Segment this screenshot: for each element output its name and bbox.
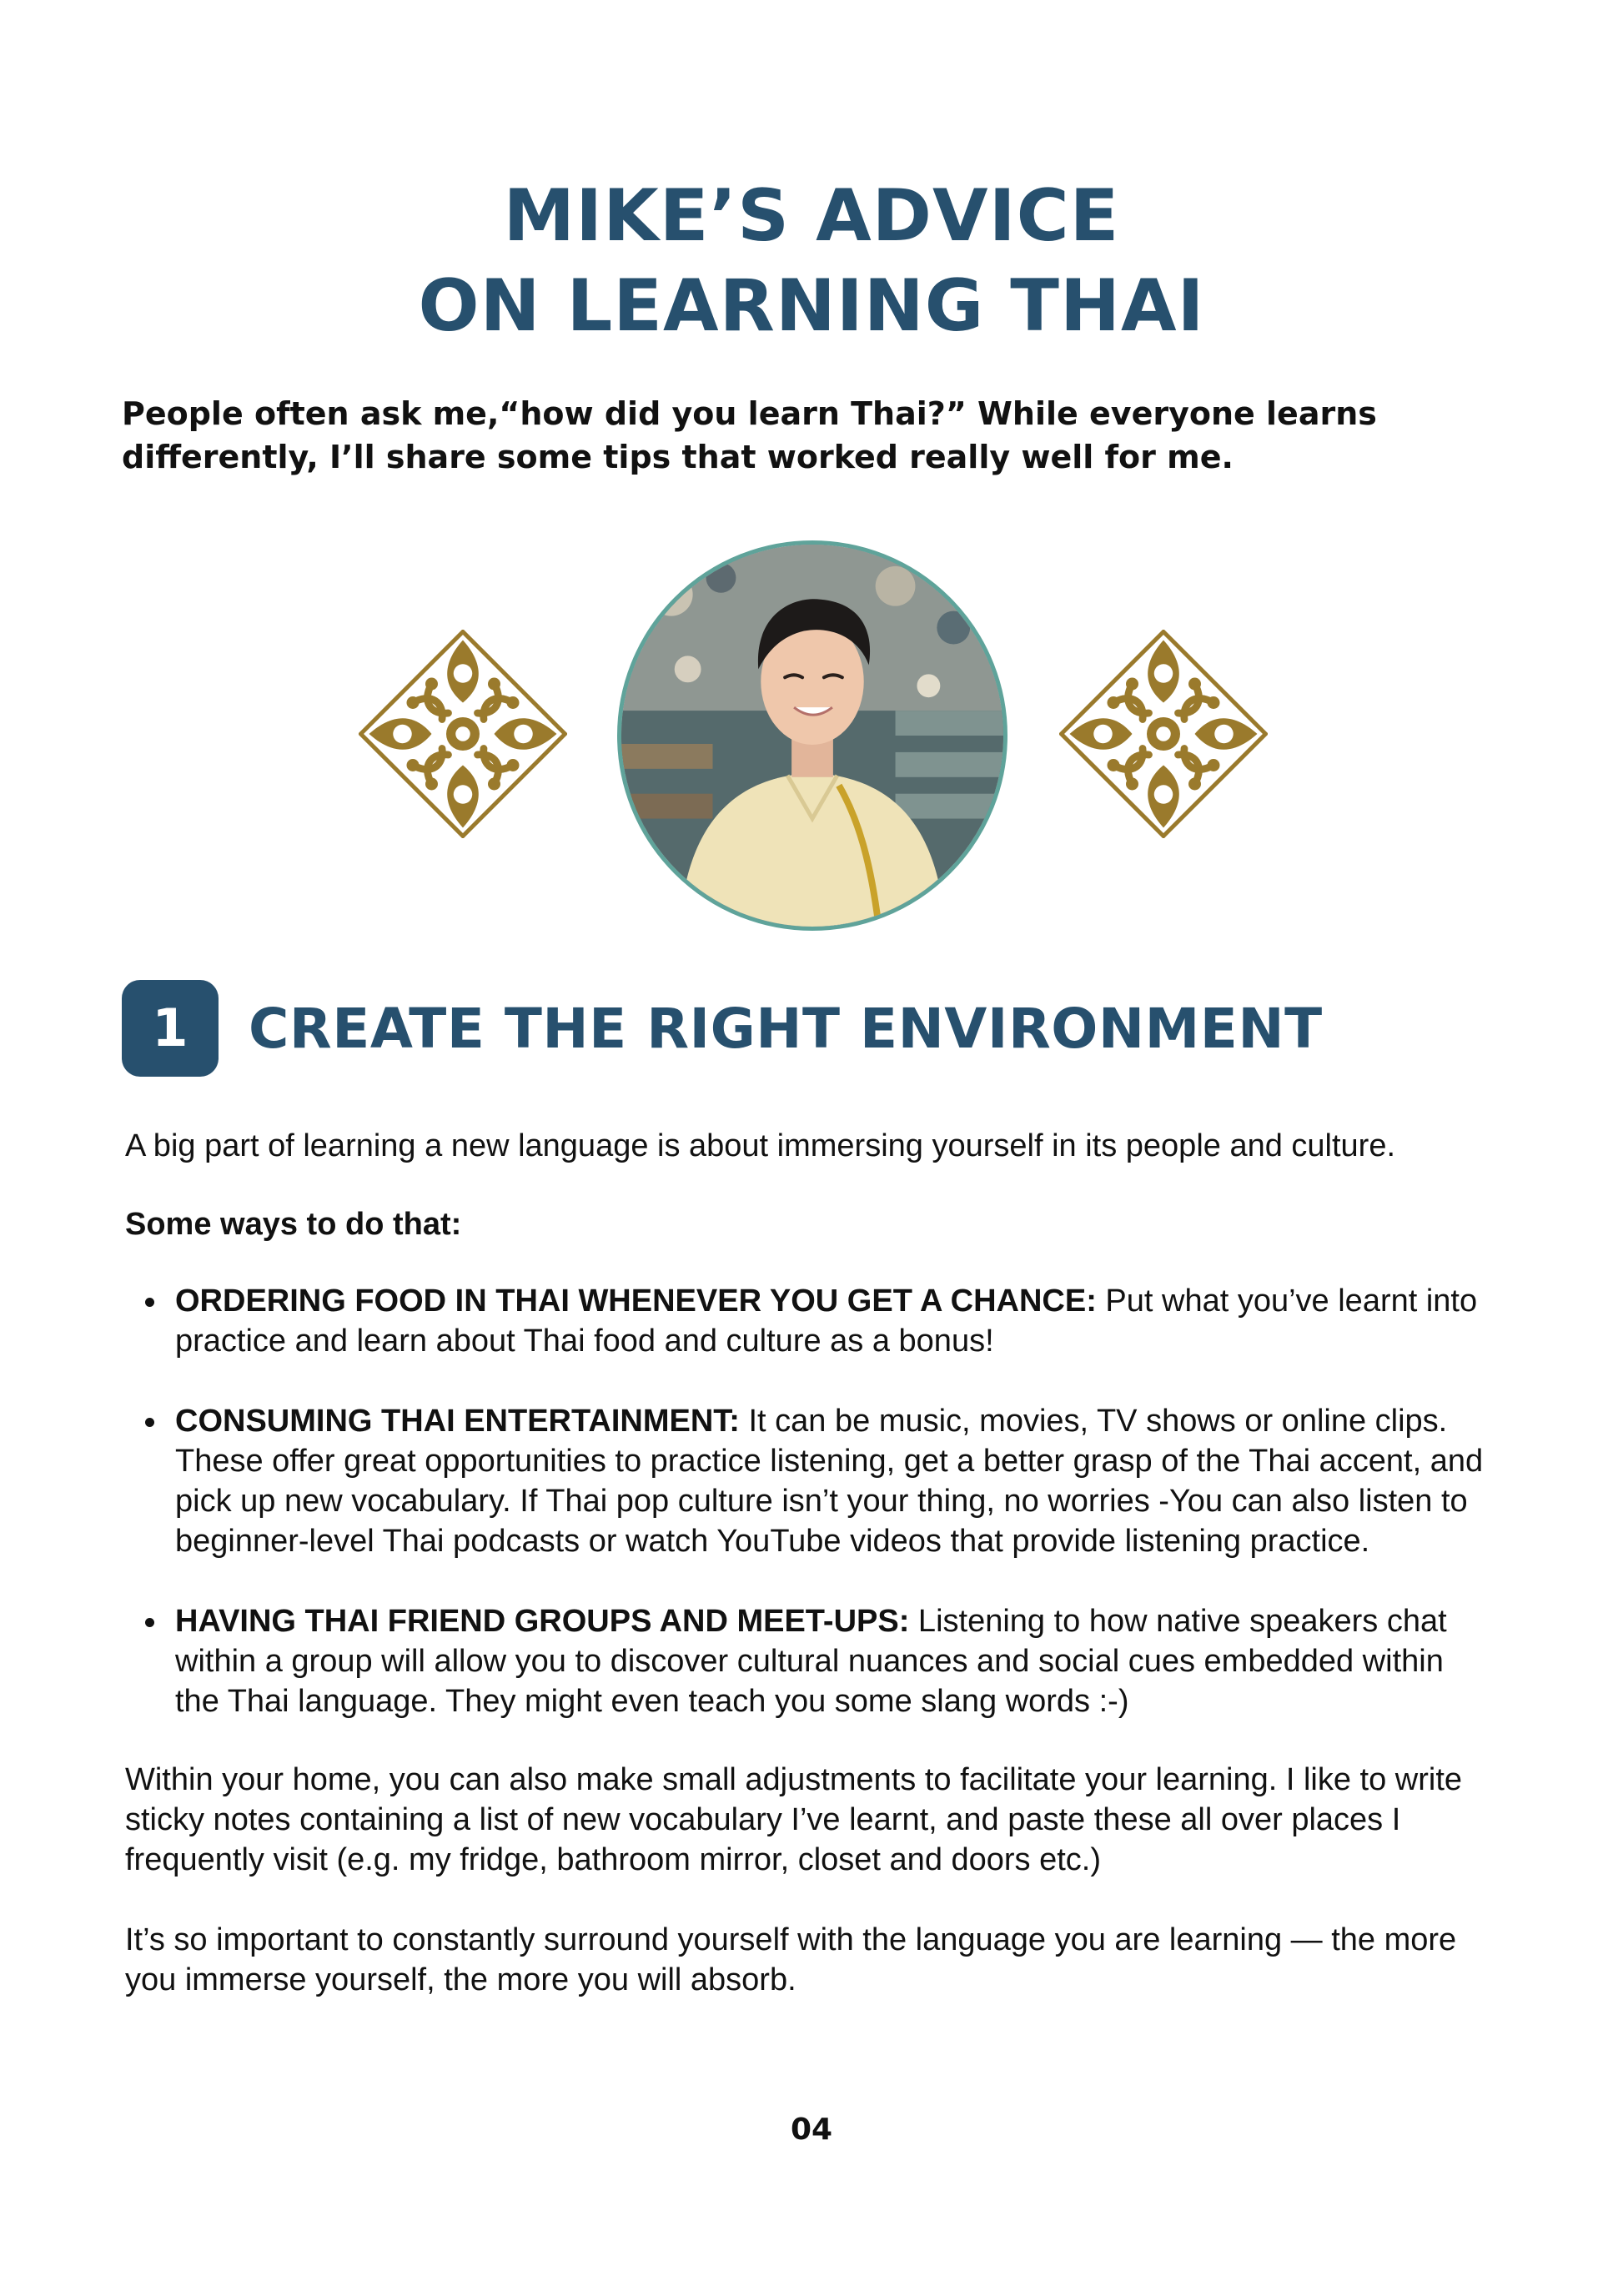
intro-paragraph: People often ask me,“how did you learn Thai?” While everyone learns differently, I’ll share some tips that worked really well for me. [122,395,1377,475]
hero-illustration [0,538,1623,938]
page-title-line-2: ON LEARNING THAI [418,264,1205,348]
tip-title: CONSUMING THAI ENTERTAINMENT: [175,1404,740,1439]
page-title [0,171,1623,351]
thai-ornament-icon [359,630,567,838]
tip-item [125,1281,1493,1361]
tip-title: HAVING THAI FRIEND GROUPS AND MEET-UPS: [175,1604,910,1639]
tips-list [125,1281,1493,1721]
author-portrait [617,540,1007,931]
portrait-photo-illustration [621,545,1003,927]
page-title-line-1: MIKE’S ADVICE [503,174,1120,258]
tip-title: ORDERING FOOD IN THAI WHENEVER YOU GET A CHANCE: [175,1284,1097,1319]
section-title: CREATE THE RIGHT ENVIRONMENT [249,997,1323,1061]
ways-heading: Some ways to do that: [125,1207,462,1242]
section-heading [122,980,1540,1078]
tip-text: Put what you’ve learnt into practice and learn about Thai food and culture as a bonus! [175,1284,1478,1359]
thai-ornament-icon [1059,630,1268,838]
body-paragraph: Within your home, you can also make small adjustments to facilitate your learning. I like to write sticky notes containing a list of new vocabulary I’ve learnt, and paste these all over places I frequently visit (e.g. my fridge, bathroom mirror, closet and doors etc.) [125,1762,1463,1877]
tip-text: Listening to how native speakers chat within a group will allow you to discover cultural nuances and social cues embedded within the Thai language. They might even teach you some slang words :-) [175,1604,1447,1719]
body-paragraph: It’s so important to constantly surround yourself with the language you are learning — the more you immerse yourself, the more you will absorb. [125,1922,1457,1997]
tip-text: It can be music, movies, TV shows or online clips. These offer great opportunities to practice listening, get a better grasp of the Thai accent, and pick up new vocabulary. If Thai pop culture isn’t your thing, no worries -You can also listen to beginner-level Thai podcasts or watch YouTube videos that provide listening practice. [175,1404,1484,1559]
body-paragraph: A big part of learning a new language is about immersing yourself in its people and culture. [125,1128,1396,1163]
page-number: 04 [790,2113,833,2147]
section-number-badge: 1 [122,980,219,1077]
tip-item [125,1601,1493,1721]
tip-item [125,1401,1493,1561]
section-body [125,1126,1493,2000]
